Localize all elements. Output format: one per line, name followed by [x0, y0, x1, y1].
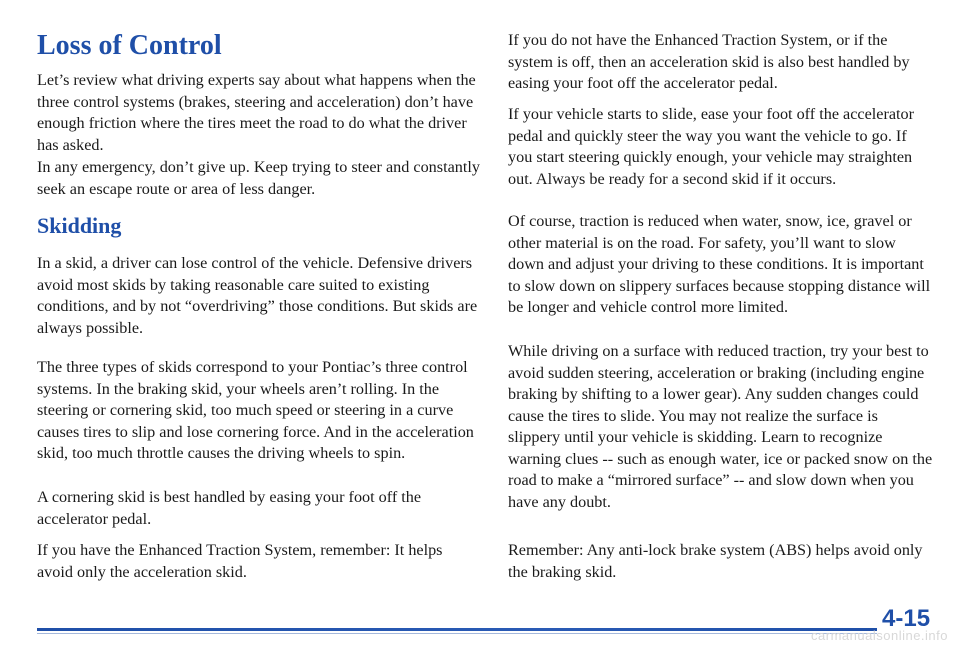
page-number: 4-15 — [882, 605, 931, 632]
vehicle-slide-paragraph: If your vehicle starts to slide, ease your foot off the accelerator pedal and quickly steer the way you want the vehicle to go. If you start steering quickly enough, your vehicle may straighten out. Always be ready for a second skid if it occurs. — [508, 105, 915, 188]
footer-rule-shadow — [37, 633, 877, 634]
abs-reminder-paragraph: Remember: Any anti-lock brake system (ABS) helps avoid only the braking skid. — [508, 541, 923, 581]
enhanced-traction-paragraph: If you have the Enhanced Traction System, remember: It helps avoid only the acceleration skid. — [37, 541, 443, 581]
reduced-traction-driving-paragraph: While driving on a surface with reduced traction, try your best to avoid sudden steering, acceleration or braking (including engine braking by shifting to a lower gear). Any sudden changes could cause the tires to slide. You may not realize the surface is slippery until your vehicle is skidding. Learn to recognize warning clues -- such as enough water, ice or packed snow on the road to make a “mirrored surface” -- and slow down when you have any doubt. — [508, 342, 933, 511]
intro-paragraph: Let’s review what driving experts say about what happens when the three control systems (brakes, steering and acceleration) don’t have enough friction where the tires meet the road to do what the driver has asked. — [37, 71, 476, 154]
watermark: carmanualsonline.info — [811, 628, 948, 643]
subheading-skidding: Skidding — [37, 213, 122, 238]
traction-reduced-paragraph: Of course, traction is reduced when water, snow, ice, gravel or other material is on the road. For safety, you’ll want to slow down and adjust your driving to these conditions. It is important to slow down on slippery surfaces because stopping distance will be longer and vehicle control more limited. — [508, 212, 931, 316]
emergency-paragraph: In any emergency, don’t give up. Keep trying to steer and constantly seek an escape route or area of less danger. — [37, 158, 480, 198]
skid-types-paragraph: The three types of skids correspond to your Pontiac’s three control systems. In the braking skid, your wheels aren’t rolling. In the steering or cornering skid, too much speed or steering in a curve causes tires to slip and lose cornering force. And in the acceleration skid, too much throttle causes the driving wheels to spin. — [37, 358, 474, 462]
cornering-skid-paragraph: A cornering skid is best handled by easing your foot off the accelerator pedal. — [37, 488, 422, 528]
skid-intro-paragraph: In a skid, a driver can lose control of the vehicle. Defensive drivers avoid most skids by taking reasonable care suited to existing conditions, and by not “overdriving” those conditions. But skids are always possible. — [37, 254, 478, 337]
no-traction-system-paragraph: If you do not have the Enhanced Traction System, or if the system is off, then an acceleration skid is also best handled by easing your foot off the accelerator pedal. — [508, 31, 910, 92]
footer-rule — [37, 628, 877, 631]
section-title: Loss of Control — [37, 30, 222, 61]
